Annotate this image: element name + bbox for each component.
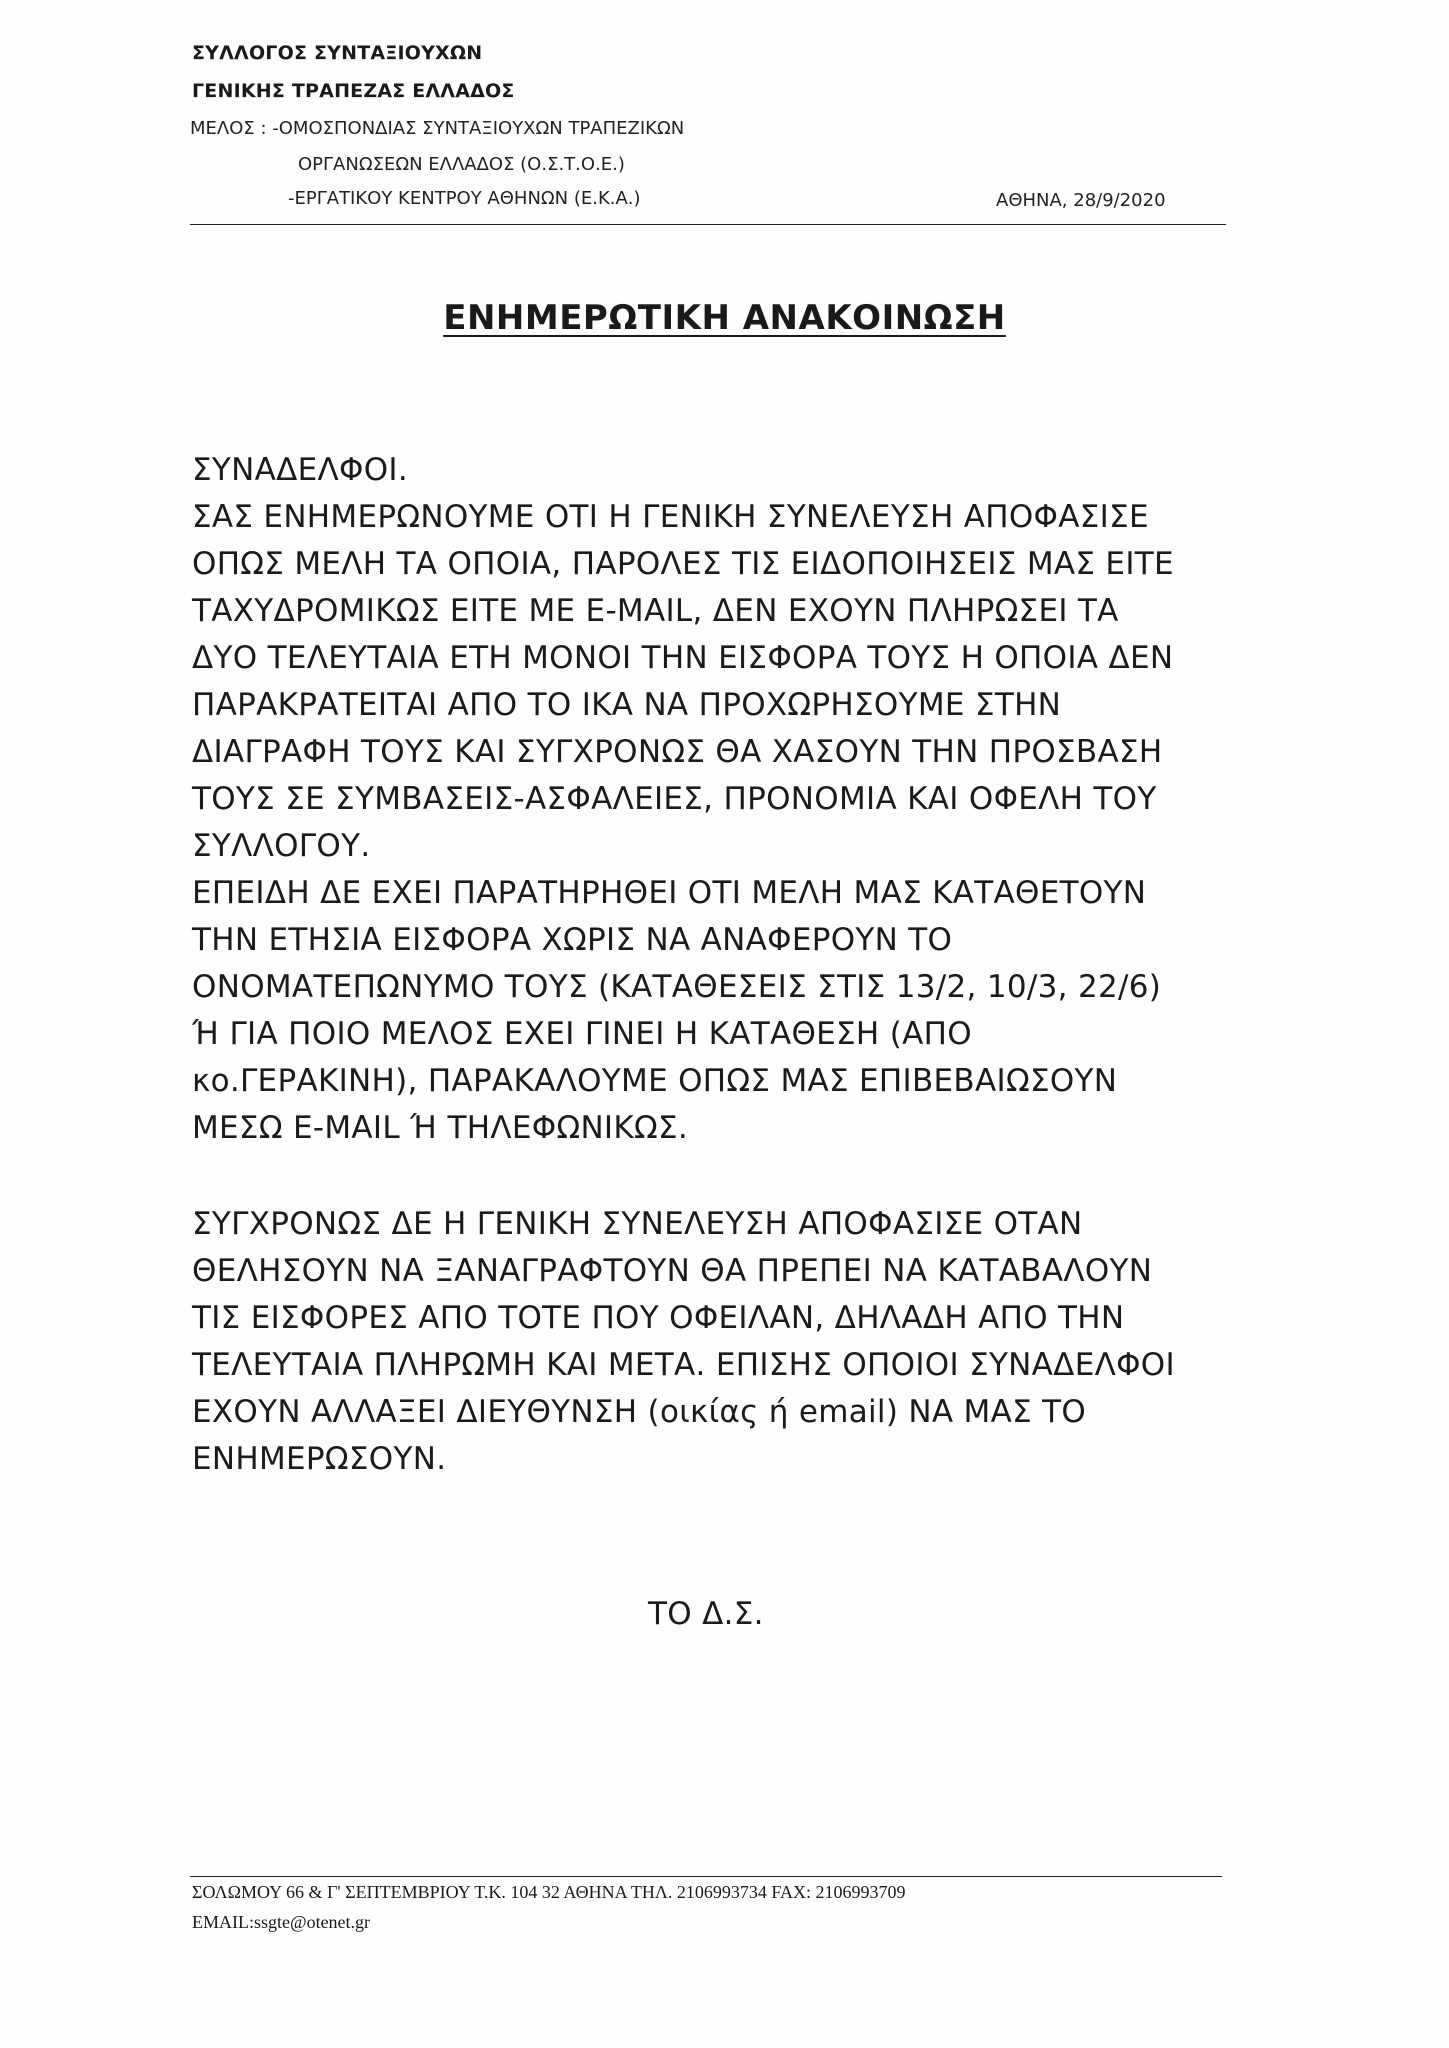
body-line: ΠΑΡΑΚΡΑΤΕΙΤΑΙ ΑΠΟ ΤΟ ΙΚΑ ΝΑ ΠΡΟΧΩΡΗΣΟΥΜΕ ΣΤΗΝ — [192, 687, 1062, 723]
member-line1: ΜΕΛΟΣ : -ΟΜΟΣΠΟΝΔΙΑΣ ΣΥΝΤΑΞΙΟΥΧΩΝ ΤΡΑΠΕΖΙΚΩΝ — [190, 118, 685, 139]
body-line: ΕΠΕΙΔΗ ΔΕ ΕΧΕΙ ΠΑΡΑΤΗΡΗΘΕΙ ΟΤΙ ΜΕΛΗ ΜΑΣ ΚΑΤΑΘΕΤΟΥΝ — [192, 875, 1147, 911]
member-line3: -ΕΡΓΑΤΙΚΟΥ ΚΕΝΤΡΟΥ ΑΘΗΝΩΝ (Ε.Κ.Α.) — [288, 188, 641, 209]
footer-address: ΣΟΛΩΜΟΥ 66 & Γ' ΣΕΠΤΕΜΒΡΙΟΥ Τ.Κ. 104 32 ΑΘΗΝΑ ΤΗΛ. 2106993734 FAX: 2106993709 — [192, 1882, 906, 1902]
footer-email: EMAIL:ssgte@otenet.gr — [192, 1912, 371, 1932]
body-line: κο.ΓΕΡΑΚΙΝΗ), ΠΑΡΑΚΑΛΟΥΜΕ ΟΠΩΣ ΜΑΣ ΕΠΙΒΕΒΑΙΩΣΟΥΝ — [192, 1063, 1118, 1099]
org-name-line1: ΣΥΛΛΟΓΟΣ ΣΥΝΤΑΞΙΟΥΧΩΝ — [192, 42, 483, 64]
body-line: ΣΥΝΑΔΕΛΦΟΙ. — [192, 452, 409, 488]
body-line: ΤΙΣ ΕΙΣΦΟΡΕΣ ΑΠΟ ΤΟΤΕ ΠΟΥ ΟΦΕΙΛΑΝ, ΔΗΛΑΔΗ ΑΠΟ ΤΗΝ — [192, 1300, 1125, 1336]
header-divider — [190, 224, 1226, 225]
body-line: ΟΝΟΜΑΤΕΠΩΝΥΜΟ ΤΟΥΣ (ΚΑΤΑΘΕΣΕΙΣ ΣΤΙΣ 13/2, 10/3, 22/6) — [192, 969, 1162, 1005]
document-title-text: ΕΝΗΜΕΡΩΤΙΚΗ ΑΝΑΚΟΙΝΩΣΗ — [443, 298, 1006, 338]
document-title — [0, 298, 1449, 338]
signature-board: ΤΟ Δ.Σ. — [648, 1596, 764, 1632]
body-line: ΤΟΥΣ ΣΕ ΣΥΜΒΑΣΕΙΣ-ΑΣΦΑΛΕΙΕΣ, ΠΡΟΝΟΜΙΑ ΚΑΙ ΟΦΕΛΗ ΤΟΥ — [192, 781, 1157, 817]
body-line: ΤΗΝ ΕΤΗΣΙΑ ΕΙΣΦΟΡΑ ΧΩΡΙΣ ΝΑ ΑΝΑΦΕΡΟΥΝ ΤΟ — [192, 922, 953, 958]
body-line: ΣΥΓΧΡΟΝΩΣ ΔΕ Η ΓΕΝΙΚΗ ΣΥΝΕΛΕΥΣΗ ΑΠΟΦΑΣΙΣΕ ΟΤΑΝ — [192, 1206, 1083, 1242]
body-line: ΘΕΛΗΣΟΥΝ ΝΑ ΞΑΝΑΓΡΑΦΤΟΥΝ ΘΑ ΠΡΕΠΕΙ ΝΑ ΚΑΤΑΒΑΛΟΥΝ — [192, 1253, 1153, 1289]
body-line: Ή ΓΙΑ ΠΟΙΟ ΜΕΛΟΣ ΕΧΕΙ ΓΙΝΕΙ Η ΚΑΤΑΘΕΣΗ (ΑΠΟ — [192, 1016, 972, 1052]
body-line: ΜΕΣΩ E-MAIL Ή ΤΗΛΕΦΩΝΙΚΩΣ. — [192, 1110, 689, 1146]
body-line: ΟΠΩΣ ΜΕΛΗ ΤΑ ΟΠΟΙΑ, ΠΑΡΟΛΕΣ ΤΙΣ ΕΙΔΟΠΟΙΗΣΕΙΣ ΜΑΣ ΕΙΤΕ — [192, 546, 1174, 582]
body-line: ΔΥΟ ΤΕΛΕΥΤΑΙΑ ΕΤΗ ΜΟΝΟΙ ΤΗΝ ΕΙΣΦΟΡΑ ΤΟΥΣ Η ΟΠΟΙΑ ΔΕΝ — [192, 640, 1174, 676]
body-line: ΕΝΗΜΕΡΩΣΟΥΝ. — [192, 1441, 447, 1477]
member-line2: ΟΡΓΑΝΩΣΕΩΝ ΕΛΛΑΔΟΣ (Ο.Σ.Τ.Ο.Ε.) — [298, 154, 625, 175]
org-name-line2: ΓΕΝΙΚΗΣ ΤΡΑΠΕΖΑΣ ΕΛΛΑΔΟΣ — [192, 80, 515, 102]
footer-divider — [190, 1876, 1222, 1877]
body-line: ΣΑΣ ΕΝΗΜΕΡΩΝΟΥΜΕ ΟΤΙ Η ΓΕΝΙΚΗ ΣΥΝΕΛΕΥΣΗ ΑΠΟΦΑΣΙΣΕ — [192, 499, 1149, 535]
body-line: ΕΧΟΥΝ ΑΛΛΑΞΕΙ ΔΙΕΥΘΥΝΣΗ (οικίας ή email) ΝΑ ΜΑΣ ΤΟ — [192, 1394, 1087, 1430]
body-line: ΤΕΛΕΥΤΑΙΑ ΠΛΗΡΩΜΗ ΚΑΙ ΜΕΤΑ. ΕΠΙΣΗΣ ΟΠΟΙΟΙ ΣΥΝΑΔΕΛΦΟΙ — [192, 1347, 1175, 1383]
body-line: ΤΑΧΥΔΡΟΜΙΚΩΣ ΕΙΤΕ ΜΕ E-MAIL, ΔΕΝ ΕΧΟΥΝ ΠΛΗΡΩΣΕΙ ΤΑ — [192, 593, 1119, 629]
body-line: ΣΥΛΛΟΓΟΥ. — [192, 828, 371, 864]
body-line: ΔΙΑΓΡΑΦΗ ΤΟΥΣ ΚΑΙ ΣΥΓΧΡΟΝΩΣ ΘΑ ΧΑΣΟΥΝ ΤΗΝ ΠΡΟΣΒΑΣΗ — [192, 734, 1163, 770]
document-date: ΑΘΗΝΑ, 28/9/2020 — [996, 190, 1166, 211]
